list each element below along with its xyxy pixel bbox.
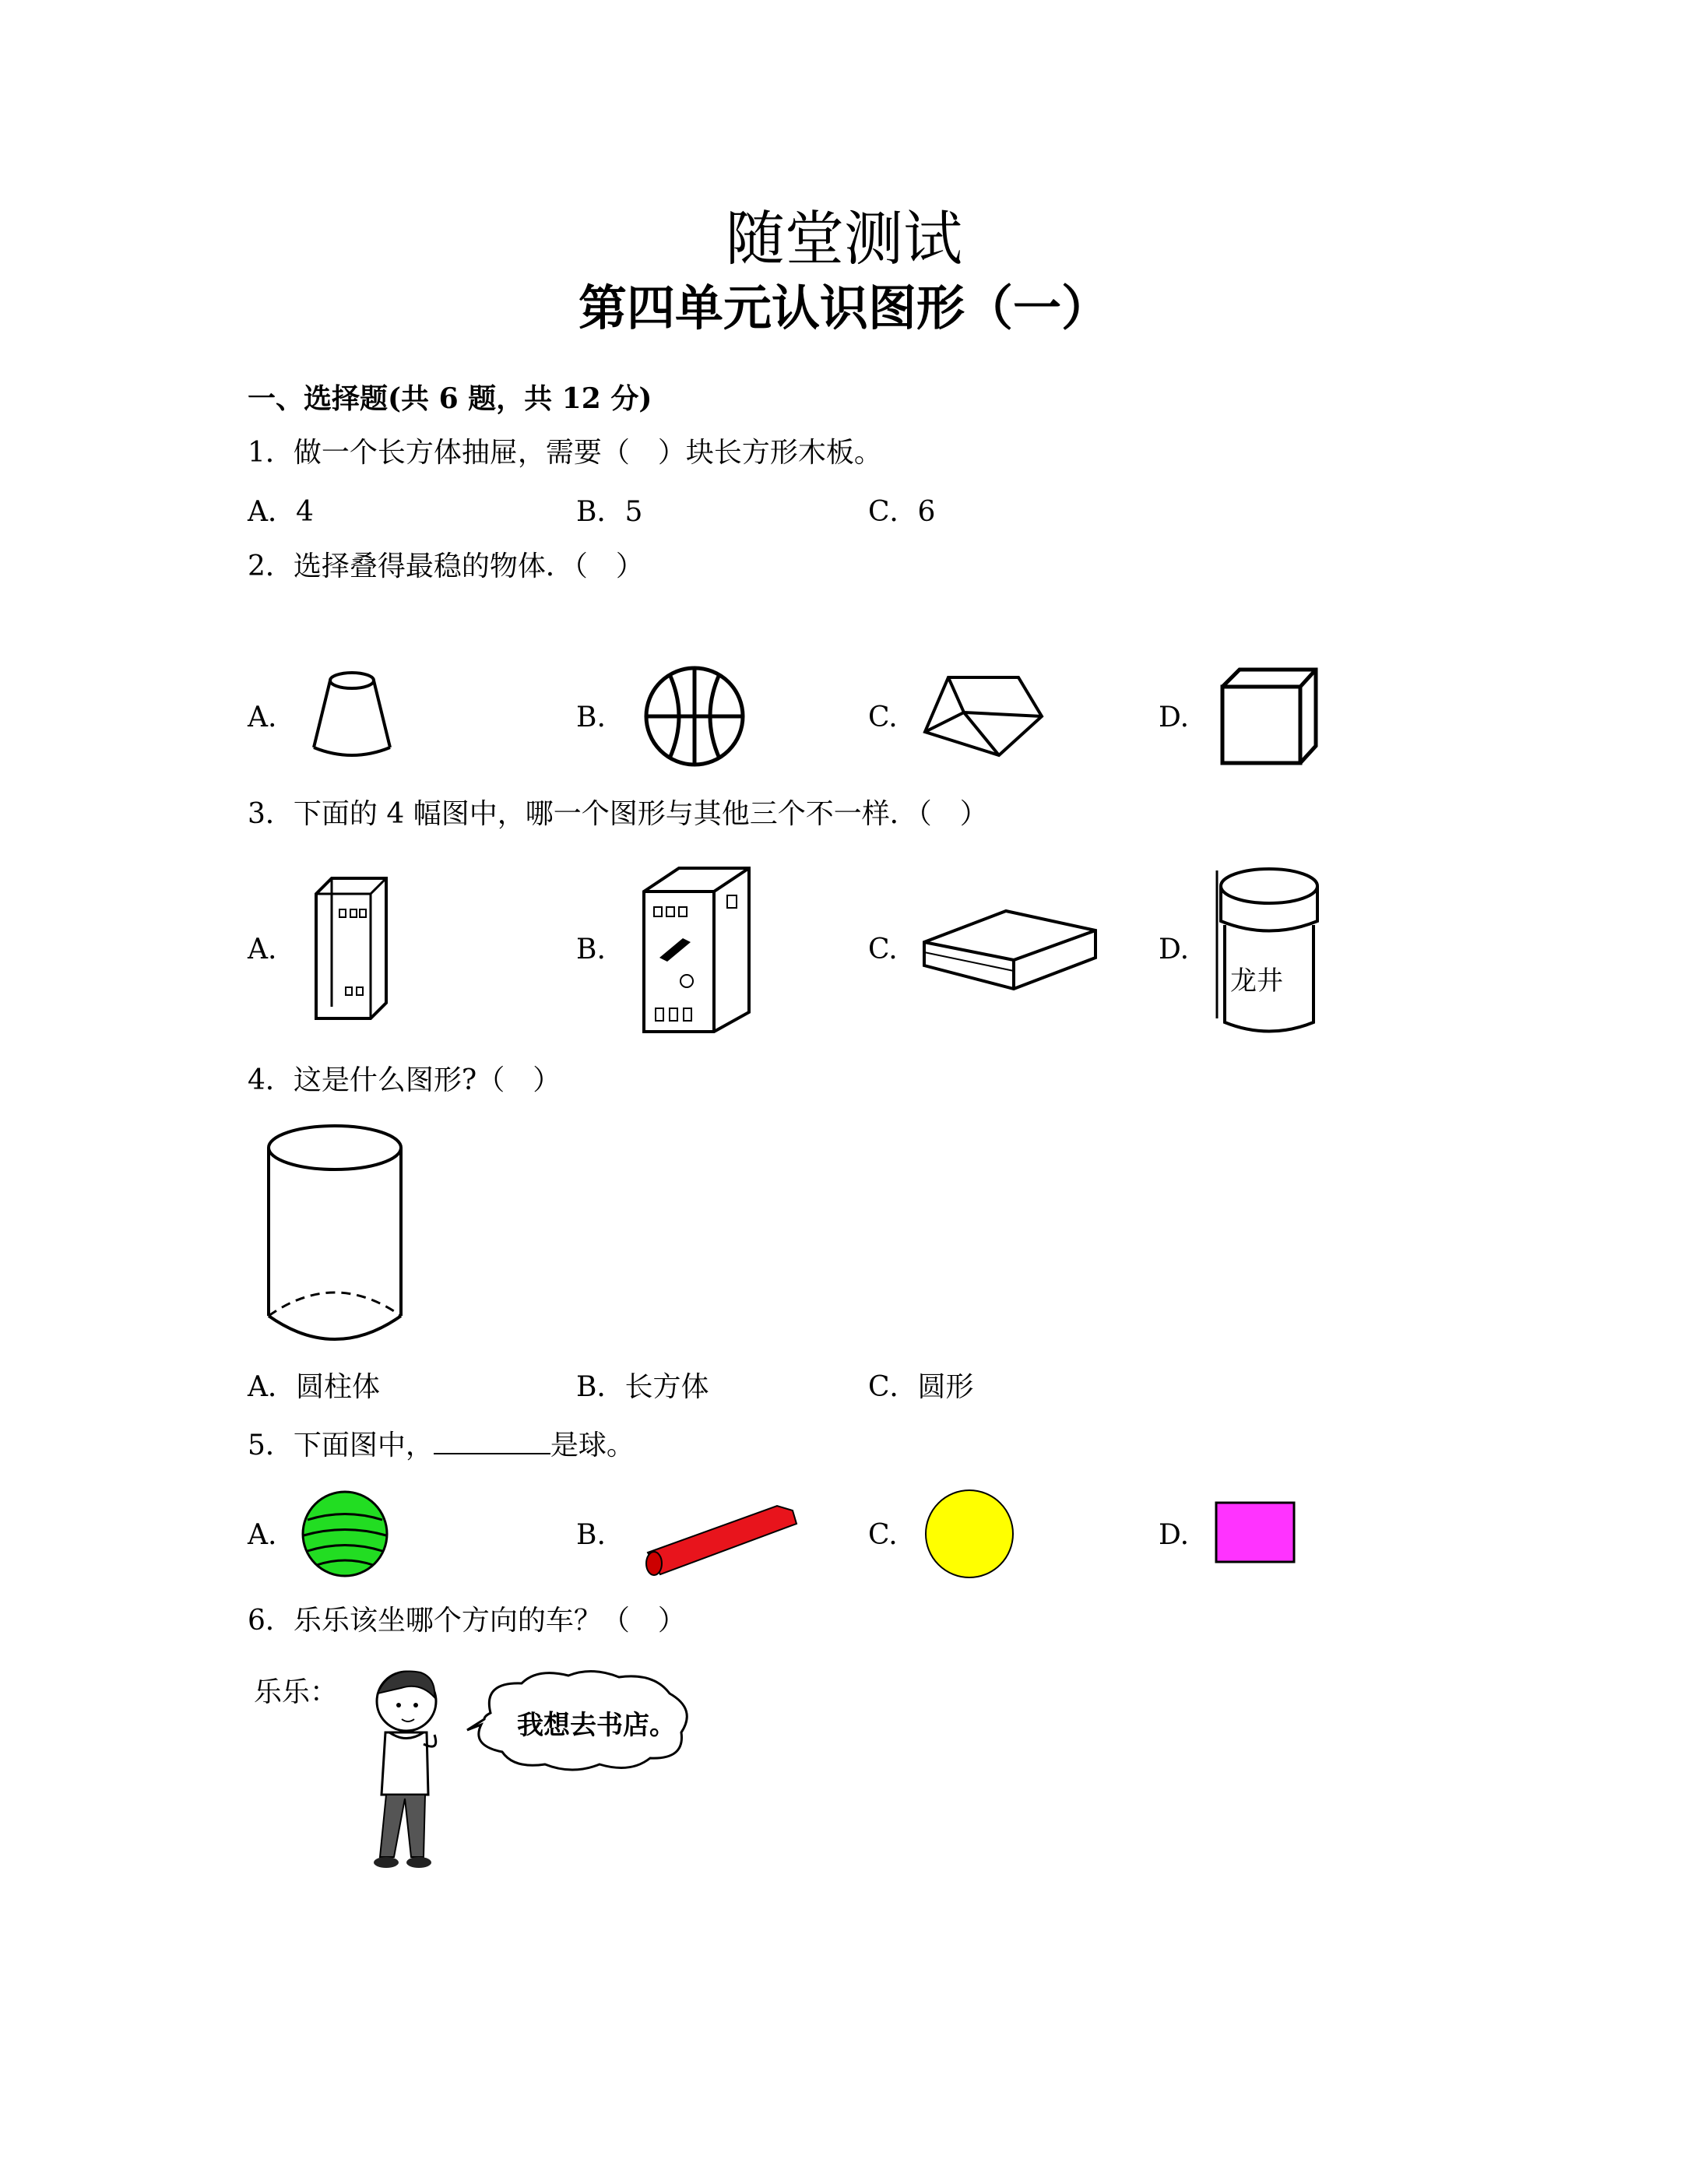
frustum-image — [300, 663, 401, 765]
magenta-square-image — [1215, 1501, 1296, 1563]
question-2-stem: 2．选择叠得最稳的物体．（ ） — [248, 550, 644, 582]
question-6-stem: 6．乐乐该坐哪个方向的车？（ ） — [248, 1605, 686, 1637]
red-crayon-image — [637, 1496, 800, 1582]
q1-option-b[interactable]: B．5 — [576, 496, 643, 528]
yellow-circle-image — [923, 1487, 1016, 1581]
milk-carton-image — [640, 864, 757, 1036]
page-subtitle: 第四单元认识图形（一） — [578, 280, 1110, 336]
speaker-label: 乐乐： — [254, 1676, 339, 1708]
tea-jar-label: 龙井 — [1230, 965, 1283, 997]
tea-jar-image — [1211, 863, 1328, 1042]
section-heading: 一、选择题(共 6 题，共 12 分) — [248, 382, 652, 415]
cube-image — [1215, 662, 1324, 771]
q3-option-d[interactable]: D. — [1159, 934, 1190, 965]
q5-option-b[interactable]: B. — [576, 1519, 606, 1551]
q4-option-c[interactable]: C．圆形 — [868, 1371, 974, 1403]
boy-illustration — [343, 1658, 467, 1876]
green-ball-image — [300, 1489, 390, 1579]
q1-option-c[interactable]: C．6 — [868, 496, 936, 528]
q2-option-a[interactable]: A. — [248, 702, 277, 733]
book-image — [308, 870, 394, 1026]
question-4-stem: 4．这是什么图形?（ ） — [248, 1064, 561, 1096]
q3-option-b[interactable]: B. — [576, 934, 606, 965]
q2-option-b[interactable]: B. — [576, 702, 606, 733]
q1-option-a[interactable]: A．4 — [248, 496, 314, 528]
q5-option-a[interactable]: A. — [248, 1519, 277, 1551]
q4-option-a[interactable]: A．圆柱体 — [248, 1371, 380, 1403]
q2-option-c[interactable]: C. — [868, 702, 898, 733]
basketball-image — [640, 662, 749, 771]
trapezoid-prism-image — [917, 670, 1050, 763]
q4-option-b[interactable]: B．长方体 — [576, 1371, 709, 1403]
q3-option-a[interactable]: A. — [248, 934, 277, 965]
question-1-stem: 1．做一个长方体抽屉，需要（ ）块长方形木板。 — [248, 437, 882, 469]
question-5-stem — [248, 1428, 635, 1463]
box-image — [920, 899, 1099, 993]
q5-answer-blank[interactable] — [434, 1428, 550, 1454]
q5-stem-after: 是球。 — [550, 1430, 635, 1461]
q5-option-d[interactable]: D. — [1159, 1519, 1190, 1551]
page-title: 随堂测试 — [726, 204, 962, 273]
q5-option-c[interactable]: C. — [868, 1519, 898, 1551]
q5-stem-before: 5．下面图中， — [248, 1430, 434, 1461]
question-3-stem: 3．下面的 4 幅图中，哪一个图形与其他三个不一样．（ ） — [248, 798, 988, 830]
cylinder-image — [258, 1121, 411, 1347]
q2-option-d[interactable]: D. — [1159, 702, 1190, 733]
q3-option-c[interactable]: C. — [868, 934, 898, 965]
speech-bubble-text: 我想去书店。 — [517, 1710, 676, 1741]
